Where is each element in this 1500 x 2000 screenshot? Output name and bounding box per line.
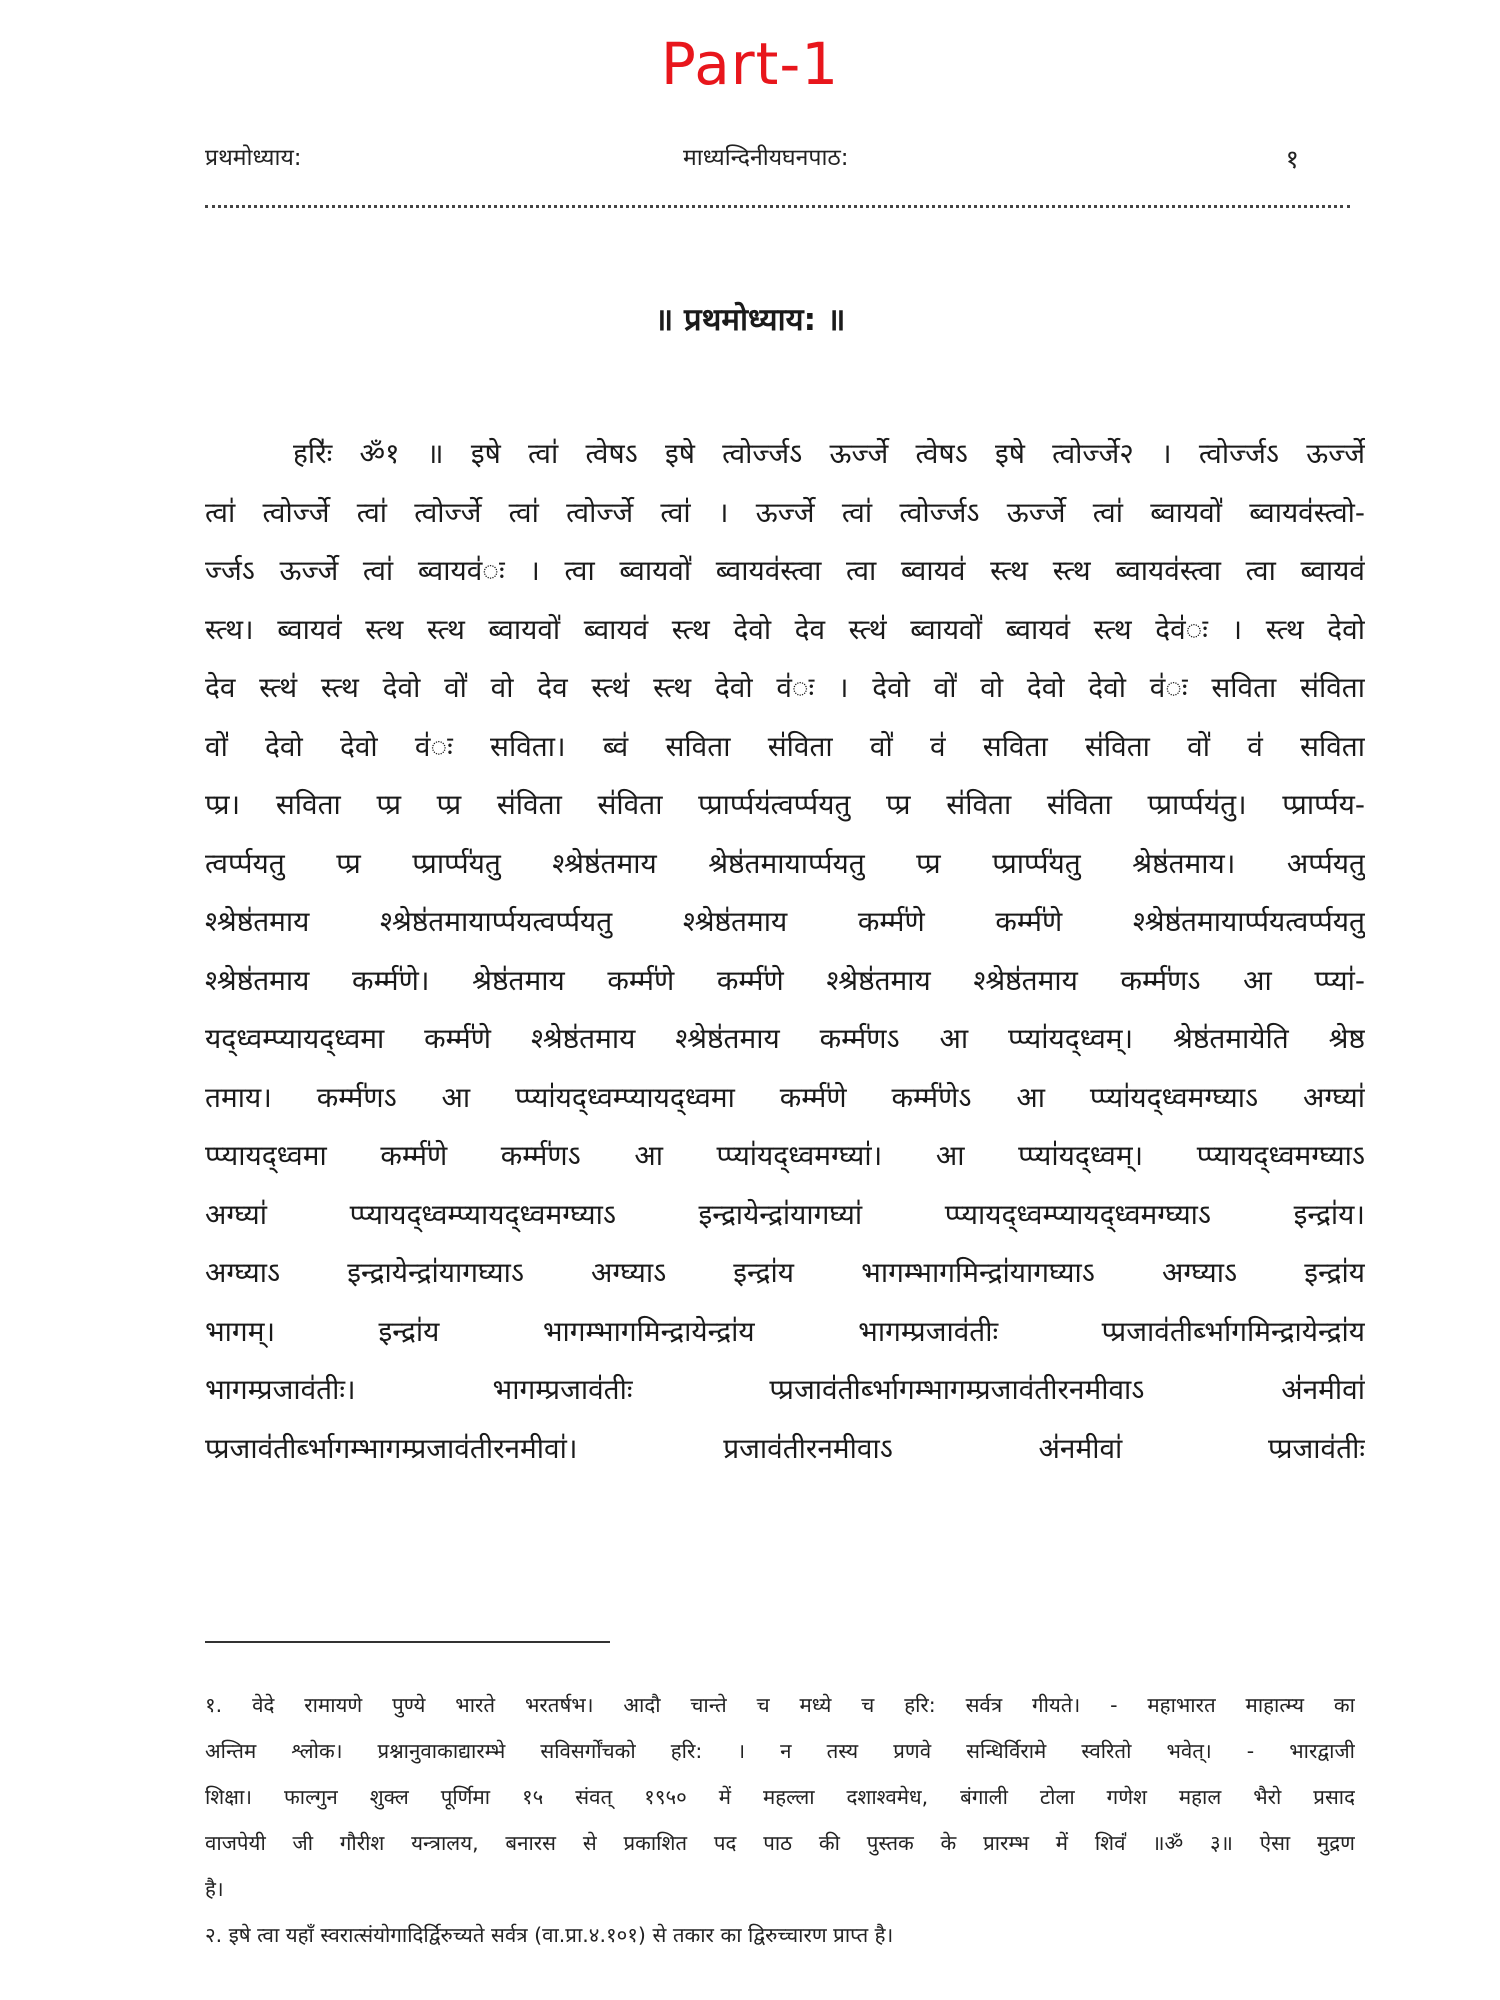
verse-line: वो॑ देवो देवो व॑ः सविता। ब्व॑ सविता स॑विता वो॑ व॑ सविता स॑विता वो॑ व॑ सविता [205,729,1365,763]
footnote-line: २. इषे त्वा यहाँ स्वरात्संयोगादिर्द्विरुच्यते सर्वत्र (वा.प्रा.४.१०१) से तकार का द्विरुच्चारण प्राप्त है। [205,1923,894,1947]
footnote-line: वाजपेयी जी गौरीश यन्त्रालय, बनारस से प्रकाशित पद पाठ की पुस्तक के प्रारम्भ में शिवं॑ ॥ॐ ३॥ ऐसा मुद्रण [205,1831,1355,1855]
verse-line: प्प्रजाव॑तीर्ब्भागम्भागम्प्रजाव॑तीरनमीवा॑। प्रजाव॑तीरनमीवाऽ अ॑नमीवा॑ प्प्रजाव॑तीः [205,1431,1365,1465]
header-chapter: प्रथमोध्याय: [205,145,302,171]
verse-line: प्प्यायद्ध्वमा कर्म्म॑णे कर्म्म॑णऽ आ प्प्या॑यद्ध्वमग्घ्या॑। आ प्प्या॑यद्ध्वम्। प्प्यायद्ध्वमग्घ्याऽ [205,1139,1365,1172]
footnote-rule [205,1641,610,1643]
verse-line: त्वर्प्पयतु प्प्र प्प्रार्प्प॑यतु श्श्रेष्ठ॑तमाय श्रेष्ठ॑तमायार्प्पयतु प्प्र प्प्रार्प्प॑यतु श्रेष्ठ॑तमाय। अर्प्पयतु [205,846,1365,880]
page-number: १ [1285,145,1299,175]
footnotes [205,1682,1355,1958]
verse-line: र्ज्जऽ ऊर्ज्जे त्वा॑ ब्वायव॑ः । त्वा ब्वायवो॑ ब्वायव॑स्त्वा त्वा ब्वायव॑ स्त्थ स्त्थ ब्वायव॑स्त्वा त्वा ब्वायव॑ [205,554,1365,587]
verse-line: भागम्। इन्द्रा॑य भागम्भागमिन्द्रायेन्द्रा॑य भागम्प्रजाव॑तीः प्प्रजाव॑तीर्ब्भागमिन्द्रायेन्द्रा॑य [205,1314,1365,1348]
footnote-line: शिक्षा। फाल्गुन शुक्ल पूर्णिमा १५ संवत् १९५० में महल्ला दशाश्वमेध, बंगाली टोला गणेश महाल भैरो प्रसाद [205,1785,1355,1809]
footnote-line: १. वेदे रामायणे पुण्ये भारते भरतर्षभ। आदौ चान्ते च मध्ये च हरि: सर्वत्र गीयते। - महाभारत माहात्म्य का [205,1693,1355,1717]
verse-line: प्प्र। सविता प्प्र प्प्र स॑विता स॑विता प्प्रार्प्पय॑त्वर्प्पयतु प्प्र स॑विता स॑विता प्प्रार्प्पय॑तु। प्प्रार्प्पय- [205,788,1365,821]
footnote-line: है। [205,1877,224,1901]
verse-line: हरिः॑ ॐ१ ॥ इषे त्वा॑ त्वेषऽ इषे त्वोर्ज्जऽ ऊर्ज्जे त्वेषऽ इषे त्वोर्ज्जे२ । त्वोर्ज्जऽ ऊर्ज्जे [293,437,1365,470]
verse-line: भागम्प्रजाव॑तीः। भागम्प्रजाव॑तीः प्प्रजाव॑तीर्ब्भागम्भागम्प्रजाव॑तीरनमीवाऽ अ॑नमीवा॑ [205,1373,1365,1406]
verse-line: तमाय। कर्म्म॑णऽ आ प्प्या॑यद्ध्वम्प्यायद्ध्वमा कर्म्म॑णे कर्म्म॑णेऽ आ प्प्या॑यद्ध्वमग्घ्याऽ अग्घ्या॑ [205,1080,1365,1114]
verse-line: श्श्रेष्ठ॑तमाय कर्म्म॑णे। श्रेष्ठ॑तमाय कर्म्म॑णे कर्म्म॑णे श्श्रेष्ठ॑तमाय श्श्रेष्ठ॑तमाय कर्म्म॑णऽ आ प्प्या॑- [205,963,1365,997]
verse-text [205,425,1365,1478]
part-label: Part-1 [660,30,840,98]
running-header [205,140,1333,174]
verse-line: त्वा॑ त्वोर्ज्जे त्वा॑ त्वोर्ज्जे त्वा॑ त्वोर्ज्जे त्वा॑ । ऊर्ज्जे त्वा॑ त्वोर्ज्जऽ ऊर्ज्जे त्वा॑ ब्वायवो॑ ब्वायव॑स्त्वो- [205,495,1365,529]
verse-line: अग्घ्या॑ प्प्यायद्ध्वम्प्यायद्ध्वमग्घ्याऽ इन्द्रायेन्द्रा॑यागघ्या॑ प्प्यायद्ध्वम्प्यायद्ध्वमग्घ्याऽ इन्द्रा॑य। [205,1197,1365,1231]
verse-line: यद्ध्वम्प्यायद्ध्वमा कर्म्म॑णे श्श्रेष्ठ॑तमाय श्श्रेष्ठ॑तमाय कर्म्म॑णऽ आ प्प्या॑यद्ध्वम्। श्रेष्ठ॑तमायेति श्रेष्ठ [205,1022,1365,1055]
chapter-title: ॥ प्रथमोध्याय: ॥ [654,302,846,338]
verse-line: स्त्थ। ब्वायव॑ स्त्थ स्त्थ ब्वायवो॑ ब्वायव॑ स्त्थ देवो देव स्त्थ॑ ब्वायवो॑ ब्वायव॑ स्त्थ देव॑ः । स्त्थ देवो [205,612,1365,646]
header-book-title: माध्यन्दिनीयघनपाठ: [683,145,849,171]
verse-line: देव स्त्थ॑ स्त्थ देवो वो॑ वो देव स्त्थ॑ स्त्थ देवो व॑ः । देवो वो॑ वो देवो देवो व॑ः सविता स॑विता [205,671,1365,704]
verse-line: श्श्रेष्ठ॑तमाय श्श्रेष्ठ॑तमायार्प्पयत्वर्प्पयतु श्श्रेष्ठ॑तमाय कर्म्म॑णे कर्म्म॑णे श्श्रेष्ठ॑तमायार्प्पयत्वर्प्पयतु [205,905,1365,938]
header-dotted-rule [205,205,1350,208]
footnote-line: अन्तिम श्लोक। प्रश्नानुवाकाद्यारम्भे सविसर्गोंचको हरि: । न तस्य प्रणवे सन्धिर्विरामे स्वरितो भवेत्। - भारद्वाजी [205,1739,1355,1763]
verse-line: अग्घ्याऽ इन्द्रायेन्द्रा॑यागघ्याऽ अग्घ्याऽ इन्द्रा॑य भागम्भागमिन्द्रा॑यागघ्याऽ अग्घ्याऽ इन्द्रा॑य [205,1256,1365,1289]
